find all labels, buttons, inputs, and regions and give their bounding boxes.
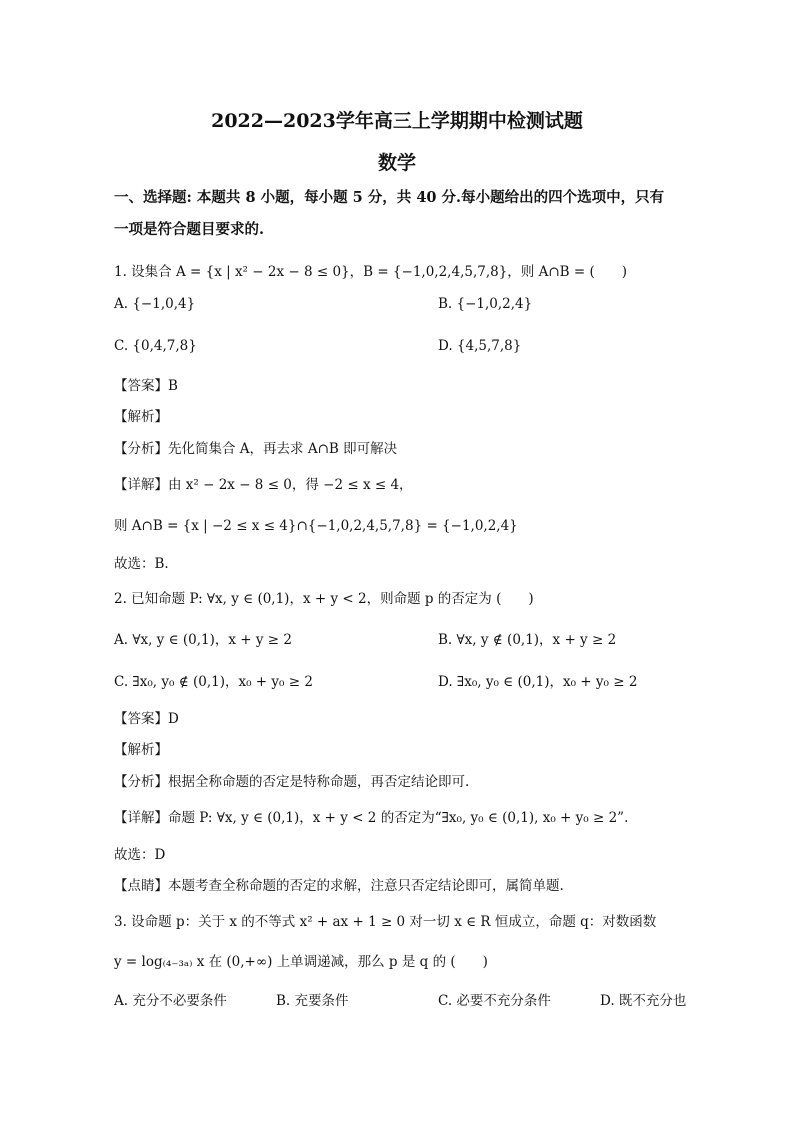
q1-detail-2: 则 A∩B = {x | −2 ≤ x ≤ 4}∩{−1,0,2,4,5,7,8} = {−1,0,2,4} — [114, 518, 518, 534]
q2-option-b: B. ∀x, y ∉ (0,1)，x + y ≥ 2 — [438, 632, 617, 648]
q3-stem-line2: y = log₍₄₋₃ₐ₎ x 在 (0,+∞) 上单调递减，那么 p 是 q 的 ( ) — [114, 954, 488, 970]
q1-choice: 故选：B. — [114, 556, 169, 572]
q1-option-c: C. {0,4,7,8} — [114, 338, 197, 354]
q1-stem: 1. 设集合 A = {x | x² − 2x − 8 ≤ 0}，B = {−1,0,2,4,5,7,8}，则 A∩B = ( ) — [114, 264, 627, 280]
q3-option-a: A. 充分不必要条件 — [114, 993, 227, 1009]
q2-comment: 【点睛】本题考查全称命题的否定的求解，注意只否定结论即可，属简单题. — [114, 878, 564, 894]
q1-option-b: B. {−1,0,2,4} — [438, 296, 533, 312]
q2-choice: 故选：D — [114, 847, 166, 863]
page-title: 2022—2023学年高三上学期期中检测试题 — [211, 110, 583, 132]
q3-option-b: B. 充要条件 — [276, 993, 349, 1009]
q1-option-d: D. {4,5,7,8} — [438, 338, 522, 354]
q1-detail-1: 【详解】由 x² − 2x − 8 ≤ 0，得 −2 ≤ x ≤ 4， — [114, 477, 413, 493]
q2-analysis-label: 【解析】 — [114, 742, 168, 758]
q1-analysis: 【分析】先化简集合 A，再去求 A∩B 即可解决 — [114, 441, 398, 457]
section-heading-line2: 一项是符合题目要求的. — [114, 221, 265, 238]
q2-option-a: A. ∀x, y ∈ (0,1)，x + y ≥ 2 — [114, 632, 292, 648]
q1-analysis-label: 【解析】 — [114, 409, 168, 425]
q3-stem-line1: 3. 设命题 p：关于 x 的不等式 x² + ax + 1 ≥ 0 对一切 x ∈ R 恒成立，命题 q：对数函数 — [114, 914, 657, 930]
q3-option-d: D. 既不充分也 — [600, 993, 687, 1009]
q2-answer: 【答案】D — [114, 711, 179, 727]
q2-option-d: D. ∃x₀, y₀ ∈ (0,1)，x₀ + y₀ ≥ 2 — [438, 674, 638, 690]
q2-detail: 【详解】命题 P: ∀x, y ∈ (0,1)，x + y < 2 的否定为“∃x₀, y₀ ∈ (0,1), x₀ + y₀ ≥ 2”. — [114, 810, 629, 826]
subject-title: 数学 — [377, 152, 416, 174]
q2-option-c: C. ∃x₀, y₀ ∉ (0,1)，x₀ + y₀ ≥ 2 — [114, 674, 313, 690]
q1-option-a: A. {−1,0,4} — [114, 296, 196, 312]
q3-option-c: C. 必要不充分条件 — [438, 993, 551, 1009]
q2-stem: 2. 已知命题 P: ∀x, y ∈ (0,1)，x + y < 2，则命题 p 的否定为 ( ) — [114, 591, 534, 607]
q1-answer: 【答案】B — [114, 378, 178, 394]
q2-analysis: 【分析】根据全称命题的否定是特称命题，再否定结论即可. — [114, 774, 470, 790]
section-heading-line1: 一、选择题: 本题共 8 小题，每小题 5 分，共 40 分.每小题给出的四个选项中，只有 — [114, 189, 665, 206]
